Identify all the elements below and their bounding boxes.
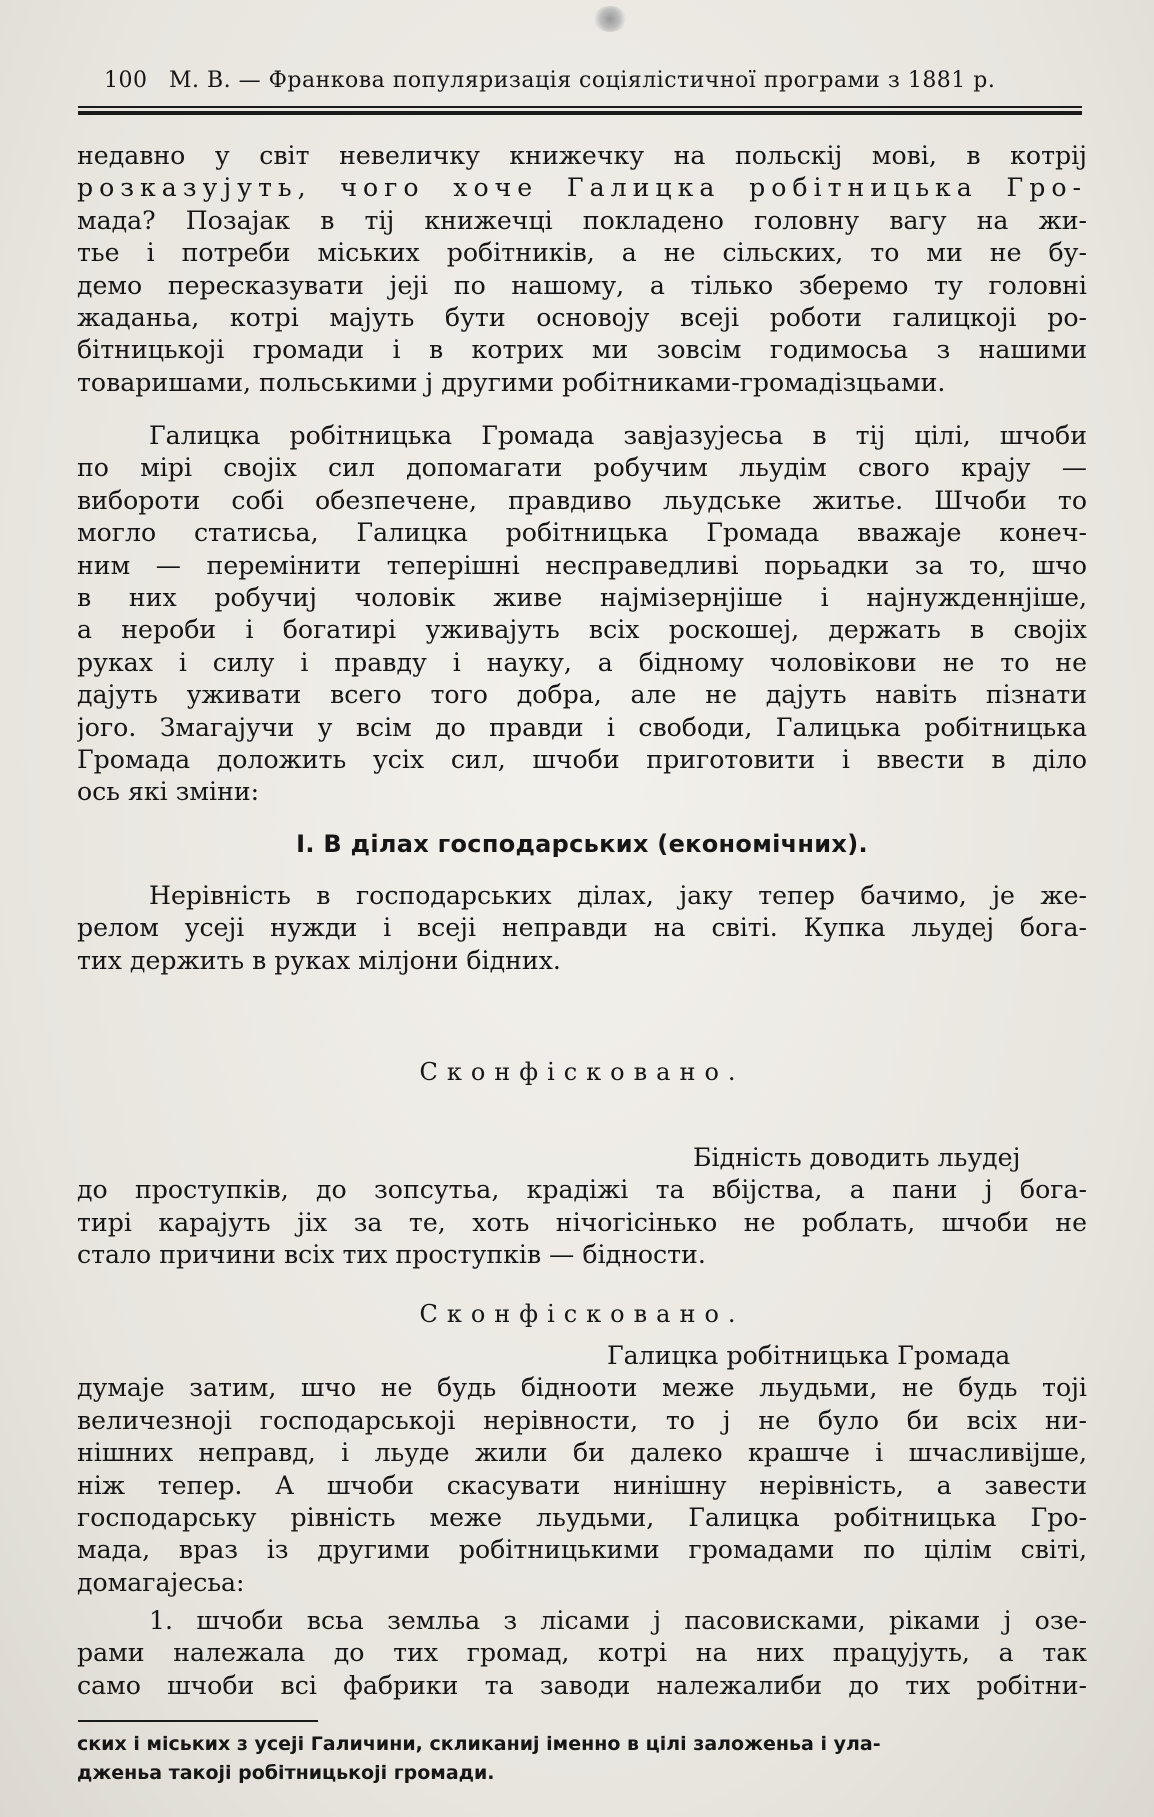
text-line: релом усеji нужди і всеji неправди на світі. Купка льудеј бога- bbox=[77, 913, 1087, 943]
paragraph-3 bbox=[77, 880, 1087, 977]
text-line: вибороти собі обезпечене, правдиво льудське житье. Шчоби то bbox=[77, 485, 1087, 515]
text-line: рами належала до тих громад, котрі на них працујуть, а так bbox=[77, 1638, 1087, 1668]
text-line: јого. Змагајучи у всім до правди і свободи, Галицька робітницька bbox=[77, 712, 1087, 742]
text-line: демо пересказувати јеji по нашому, а тілько зберемо ту головні bbox=[77, 270, 1087, 300]
paragraph-4 bbox=[77, 1142, 1087, 1272]
ink-smudge bbox=[593, 6, 627, 32]
text-line: ось які зміни: bbox=[77, 777, 260, 807]
text-line: дајуть уживати всего того добра, але не дајуть навіть пізнати bbox=[77, 680, 1087, 710]
text-line: Нерівність в господарських ділах, јаку тепер бачимо, је же- bbox=[149, 881, 1087, 910]
confiscated-notice: Сконфісковано. bbox=[419, 1300, 745, 1328]
text-line: жаданьа, котрі мајуть бути основоју всеji роботи галицкоji ро- bbox=[77, 302, 1087, 332]
text-line: господарську рівність меже льудьми, Галицка робітницька Гро- bbox=[77, 1502, 1087, 1532]
text-line: мада, враз із другими робітницькими громадами по цілім світі, bbox=[77, 1535, 1087, 1565]
text-line: думаје затим, шчо не будь бідноoти меже льудьми, не будь тоjі bbox=[77, 1373, 1087, 1403]
text-line: Галицка робітницька Громада bbox=[607, 1341, 1011, 1370]
text-line: бітницькоji громади і в котрих ми зовсім годимосьа з нашими bbox=[77, 335, 1087, 365]
text-line: Бідність доводить льудеј bbox=[693, 1143, 1021, 1172]
text-line: тирі карајуть jіх за те, хоть нічогісінько не роблать, шчоби не bbox=[77, 1207, 1087, 1237]
footnote-rule bbox=[78, 1720, 318, 1722]
text-line: Громада доложить усіх сил, шчоби приготовити і ввести в діло bbox=[77, 744, 1087, 774]
paragraph-1 bbox=[77, 140, 1087, 399]
text-line: домагајесьа: bbox=[77, 1567, 245, 1597]
text-line: руках і силу і правду і науку, а бідному чоловікови не то не bbox=[77, 647, 1087, 677]
text-line: а нероби і богатирі уживајуть всіх роскошеј, держать в своjіх bbox=[77, 615, 1087, 645]
confiscated-notice: Сконфісковано. bbox=[419, 1058, 745, 1086]
text-line: 1. шчоби всьа земльа з лісами ј пасовисками, ріками ј озе- bbox=[149, 1606, 1087, 1635]
footnote bbox=[77, 1730, 1087, 1788]
footnote-line: дженьа такоjі робітницькоjі громади. bbox=[77, 1762, 495, 1784]
text-line: розказујуть, чого хоче Галицка робітницька Гро- bbox=[77, 173, 1087, 203]
running-header bbox=[104, 68, 1084, 93]
text-line: ним — перемінити теперішні несправедливі порьадки за то, шчо bbox=[77, 550, 1087, 580]
text-line: ніж тепер. А шчоби скасувати нинішну нерівність, а завести bbox=[77, 1470, 1087, 1500]
text-line: недавно у світ невеличку книжечку на польскіј мові, в котріј bbox=[77, 141, 1087, 170]
text-line: Галицка робітницька Громада завјазујесьа в тіј цілі, шчоби bbox=[149, 421, 1087, 450]
text-line: товаришами, польськими ј другими робітниками-громадізцьами. bbox=[77, 367, 946, 397]
text-line: стало причини всіх тих проступків — бідности. bbox=[77, 1240, 706, 1270]
text-line: в них робучиј чоловік живе најмізернјіше і најнужденнјіше, bbox=[77, 582, 1087, 612]
text-line: тье і потреби міських робітників, а не сільских, то ми не бу- bbox=[77, 238, 1087, 268]
footnote-line: ских і міських з усеji Галичини, скликаниј іменно в цілі заложеньа і ула- bbox=[77, 1733, 881, 1755]
page-number: 100 bbox=[104, 68, 148, 93]
text-line: величезноjі господарськоjі нерівности, то ј не було би всіх ни- bbox=[77, 1405, 1087, 1435]
text-line: мада? Позајак в тіј книжечці покладено головну вагу на жи- bbox=[77, 205, 1087, 235]
text-line: тих держить в руках мілјони бідних. bbox=[77, 945, 561, 975]
header-rule-thin bbox=[78, 106, 1082, 108]
text-line: могло статисьа, Галицка робітницька Громада вважаје конеч- bbox=[77, 518, 1087, 548]
text-line: само шчоби всі фабрики та заводи належалиби до тих робітни- bbox=[77, 1670, 1087, 1700]
running-title: М. В. — Франкова популяризація соціялістичної програми з 1881 р. bbox=[169, 68, 996, 93]
paragraph-5 bbox=[77, 1340, 1087, 1599]
paragraph-6 bbox=[77, 1605, 1087, 1702]
text-line: до проступків, до зопсутьа, крадіжі та вбіјства, а пани ј бога- bbox=[77, 1175, 1087, 1205]
text-line: по мірі своjіх сил допомагати робучим льудім свого краjу — bbox=[77, 453, 1087, 483]
text-line: нішних неправд, і льуде жили би далеко крашче і шчасливіјше, bbox=[77, 1438, 1087, 1468]
header-rule-thick bbox=[78, 111, 1082, 115]
section-heading: І. В ділах господарських (економічних). bbox=[296, 830, 868, 858]
paragraph-2 bbox=[77, 420, 1087, 809]
